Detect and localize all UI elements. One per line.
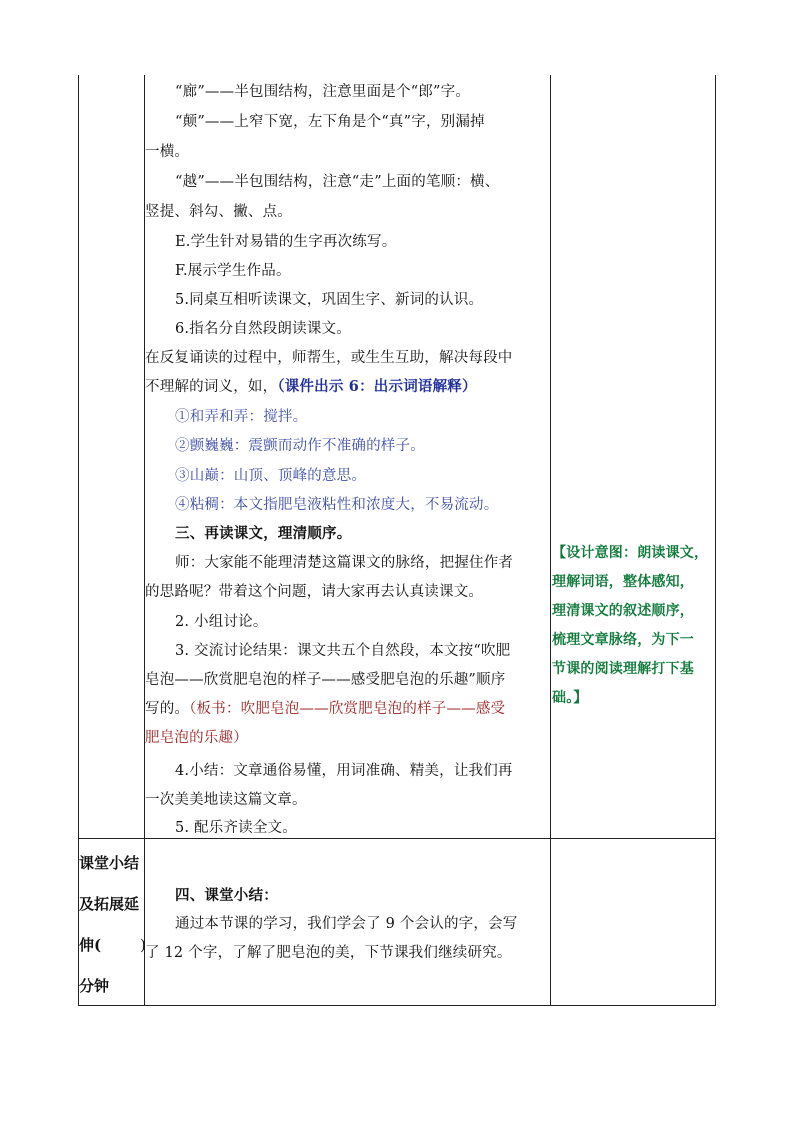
text-line: “廊”——半包围结构，注意里面是个“郎”字。 <box>175 84 471 100</box>
definition-item: ①和弄和弄：搅拌。 <box>175 409 308 425</box>
design-intent-line: 理解词语，整体感知， <box>552 574 694 590</box>
design-intent-line: 础。】 <box>552 690 588 706</box>
table-row-divider <box>78 838 716 839</box>
row-label: 伸( <box>79 936 102 954</box>
board-note: （板书：吹肥皂泡——欣赏肥皂泡的样子——感受 <box>189 701 506 717</box>
text-line: F.展示学生作品。 <box>175 263 291 279</box>
row-label: 分钟 <box>79 977 110 995</box>
text-line: 一次美美地读这篇文章。 <box>145 792 307 808</box>
text-line: 一横。 <box>145 144 190 160</box>
text-line: 4.小结：文章通俗易懂，用词准确、精美，让我们再 <box>175 763 513 779</box>
section-heading-four: 四、课堂小结： <box>175 887 278 904</box>
definition-item: ③山巅：山顶、顶峰的意思。 <box>175 468 367 484</box>
text-line: 了 12 个字，了解了肥皂泡的美，下节课我们继续研究。 <box>145 945 512 961</box>
definition-item: ②颤巍巍：震颤而动作不准确的样子。 <box>175 438 425 454</box>
text-line: “越”——半包围结构，注意“走”上面的笔顺：横、 <box>175 174 500 190</box>
text-line <box>145 699 505 719</box>
table-border-bottom <box>78 1005 716 1006</box>
text-line: 通过本节课的学习，我们学会了 9 个会认的字，会写 <box>175 916 518 932</box>
text-line: 竖提、斜勾、撇、点。 <box>145 204 292 220</box>
text-line: 5. 配乐齐读全文。 <box>175 820 297 836</box>
design-intent-line: 节课的阅读理解打下基 <box>552 661 694 677</box>
table-col-divider-2 <box>550 75 551 1006</box>
text-line: 在反复诵读的过程中，师帮生，或生生互助，解决每段中 <box>145 350 513 366</box>
text-line <box>145 377 477 397</box>
definition-item: ④粘稠：本文指肥皂液粘性和浓度大，不易流动。 <box>175 497 499 513</box>
text-line: 6.指名分自然段朗读课文。 <box>175 321 351 337</box>
text-line: 5.同桌互相听读课文，巩固生字、新词的认识。 <box>175 292 484 308</box>
design-intent-line: 梳理文章脉络，为下一 <box>552 632 694 648</box>
table-border-right <box>715 75 716 1006</box>
row-label: 及拓展延 <box>79 895 140 913</box>
text-line: “颠”——上窄下宽，左下角是个“真”字，别漏掉 <box>175 114 485 130</box>
text-fragment: 不理解的词义，如， <box>145 379 278 395</box>
text-line: 皂泡——欣赏肥皂泡的样子——感受肥皂泡的乐趣”顺序 <box>145 672 506 688</box>
row-label: 课堂小结 <box>79 854 140 872</box>
text-line: E.学生针对易错的生字再次练写。 <box>175 234 397 250</box>
text-fragment: 写的。 <box>145 701 190 717</box>
text-line: 师：大家能不能理清楚这篇课文的脉络，把握住作者 <box>175 555 514 571</box>
row-label: ) <box>140 936 146 954</box>
design-intent-line: 【设计意图：朗读课文， <box>552 545 709 561</box>
design-intent-line: 理清课文的叙述顺序， <box>552 603 694 619</box>
text-line: 的思路呢？带着这个问题，请大家再去认真读课文。 <box>145 584 484 600</box>
text-line: 3. 交流讨论结果：课文共五个自然段，本文按“吹肥 <box>175 643 511 659</box>
courseware-label: （课件出示 6：出示词语解释） <box>277 378 477 395</box>
board-note: 肥皂泡的乐趣） <box>145 730 248 746</box>
text-line: 2. 小组讨论。 <box>175 614 268 630</box>
section-heading-three: 三、再读课文，理清顺序。 <box>175 525 352 542</box>
